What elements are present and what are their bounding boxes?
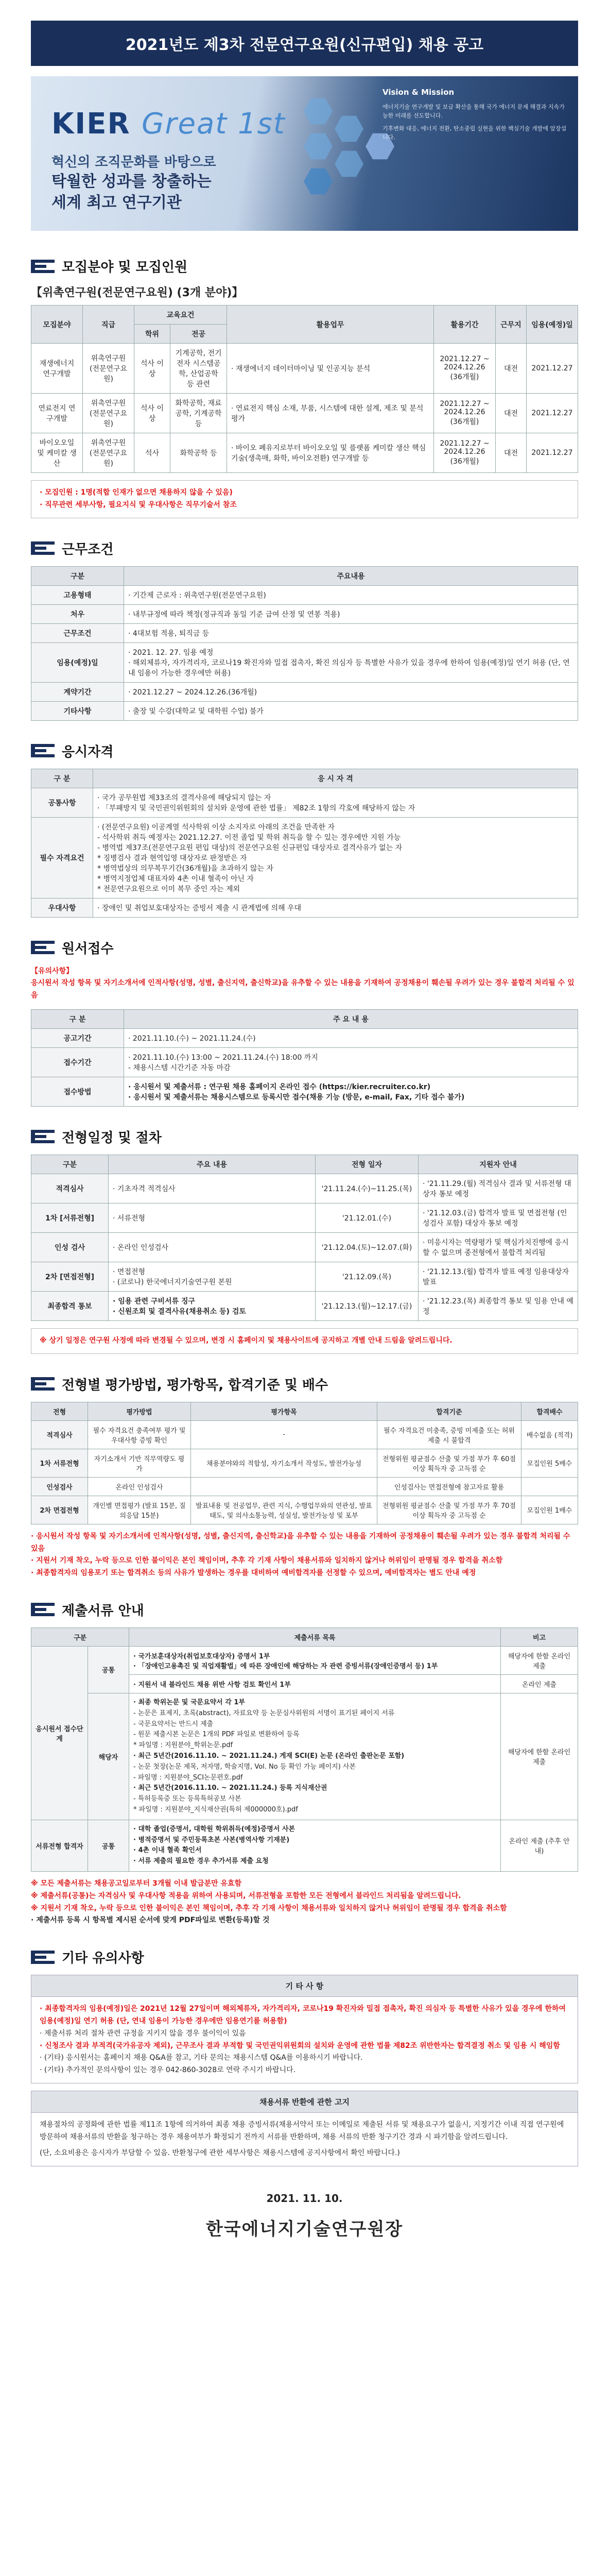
table-row: 해당자 · 최종 학위논문 및 국문요약서 각 1부 - 논문은 표제지, 초록(abstract), 자료요약 등 논문심사위원의 서명이 표기된 페이지 서류 - 국문요약서는 반드시 제출 - 원문 제출시본 논문은 1개의 PDF 파일로 변환하여 등록 * 파일명 : 지원분야_학위논문.pdf · 최근 5년간(2016.11.10. ~ 2021.11.24.) 게재 SCI(E) 논문 (온라인 출판논문 포함) - 논문 첫장(논문 제목, 저자명, 학술지명, Vol. No 등 확인 가능 페이지) 사본 - 파일명 : 지원분야_SCI논문편호.pdf · 최근 5년간(2016.11.10. ~ 2021.11.24.) 등록 지식재산권 - 특허등록증 또는 등록특허공보 사본 * 파일명 : 지원분야_지식재산권(특허 제000000호).pdf 해당자에 한함 온라인 제출 <box>31 1693 578 1820</box>
section-header-schedule: 전형일정 및 절차 <box>31 1127 578 1146</box>
table-row: 기타사항 · 출장 및 수강(대학교 및 대학원 수업) 불가 <box>31 701 578 720</box>
table-row: 2차 [면접전형] · 면접전형 · (코로나) 한국에너지기술연구원 본원 '21.12.09.(목) · '21.12.13.(월) 합격자 발표 예정 임용대상자 발표 <box>31 1262 578 1291</box>
table-row: 인성검사 온라인 인성검사 인성검사는 면접전형에 참고자료 활용 <box>31 1477 578 1496</box>
section-header-application: 원서접수 <box>31 938 578 957</box>
return-strip: 채용서류 반환에 관한 고지 <box>31 2091 578 2113</box>
table-row: 바이오오일 및 케미칼 생산 위촉연구원 (전문연구요원) 석사 화학공학 등 · 바이오 폐유지로부터 바이오오일 및 플랫폼 케미칼 생산 핵심기술(생촉매, 화학, 바이오전환) 연구개발 등 2021.12.27 ~ 2024.12.26 (36개월) 대전 2021.12.27 <box>31 433 578 473</box>
section-e-icon <box>31 1129 55 1144</box>
table-row: 최종합격 통보 · 임용 관련 구비서류 징구 · 신원조회 및 결격사유(채용취소 등) 검토 '21.12.13.(월)~12.17.(금) · '21.12.23.(목) 최종합격 통보 및 임용 안내 예정 <box>31 1291 578 1320</box>
recruit-notes: · 모집인원 : 1명(적합 인재가 없으면 채용하지 않을 수 있음) · 직무관련 세부사항, 필요지식 및 우대사항은 직무기술서 참조 <box>31 480 578 518</box>
table-row: 임용(예정)일 · 2021. 12. 27. 임용 예정 · 해외체류자, 자가격리자, 코로나19 확진자와 밀접 접촉자, 확진 의심자 등 특별한 사유가 있을 경우에 한하여 임용(예정)일 연기 허용 (단, 연내 임용이 가능한 경우에만 허용) <box>31 642 578 682</box>
table-row: 접수방법 · 응시원서 및 제출서류 : 연구원 채용 홈페이지 온라인 접수 (https://kier.recruiter.co.kr) · 응시원서 및 제출서류는 채용시스템으로 등록시만 접수(채용 기능 (방문, e-mail, Fax, 기타 접수 불가) <box>31 1077 578 1106</box>
section-e-icon <box>31 1602 55 1617</box>
section-e-icon <box>31 743 55 758</box>
section-e-icon <box>31 940 55 955</box>
documents-table: 구분 제출서류 목록 비고 응시원서 접수단계 공통 · 국가보훈대상자(취업보호대상자) 증명서 1부 · 「장애인고용촉진 및 직업재활법」에 따른 장애인에 해당하는 자 관련 증빙서류(장애인증명서 등) 1부 해당자에 한함 온라인 제출 · 지원서 내 블라인드 채용 위반 사항 검토 확인서 1부 온라인 제출 해당자 · 최종 학위논문 및 국문요약서 각 1부 - 논문은 표제지, 초록(abstract), 자료요약 등 논문심사위원의 서명이 표기된 페이지 서류 - 국문요약서는 반드시 제출 - 원문 제출시본 논문은 1개의 PDF 파일로 변환하여 등록 * 파일명 : 지원분야_학위논문.pdf · 최근 5년간(2016.11.10. ~ 2021.11.24.) 게재 SCI(E) 논문 (온라인 출판논문 포함) - 논문 첫장(논문 제목, 저자명, 학술지명, Vol. No 등 확인 가능 페이지) 사본 - 파일명 : 지원분야_SCI논문편호.pdf · 최근 5년간(2016.11.10. ~ 2021.11.24.) 등록 지식재산권 - 특허등록증 또는 등록특허공보 사본 * 파일명 : 지원분야_지식재산권(특허 제000000호).pdf 해당자에 한함 온라인 제출 서류전형 합격자 공통 · 대학 졸업(증명서, 대학원 학위취득(예정)증명서 사본 · 병적증명서 및 주민등록초본 사본(병역사항 기재분) · 4촌 이내 혈족 확인서 · 서류 제출의 필요한 경우 추가서류 제출 요청 온라인 제출 (추후 안내) <box>31 1628 578 1872</box>
section-header-conditions: 근무조건 <box>31 539 578 558</box>
table-row: 적격심사 필수 자격요건 충족여부 평가 및 우대사항 증빙 확인 - 필수 자격요건 미충족, 증빙 미제출 또는 허위 제출 시 불합격 배수없음 (적격) <box>31 1420 578 1449</box>
evaluation-table: 전형 평가방법 평가항목 합격기준 합격배수 적격심사 필수 자격요건 충족여부 평가 및 우대사항 증빙 확인 - 필수 자격요건 미충족, 증빙 미제출 또는 허위 제출 시 불합격 배수없음 (적격) 1차 서류전형 자기소개서 기반 직무역량도 평가 채용분야와의 적합성, 자기소개서 작성도, 발전가능성 전형위원 평균점수 산출 및 가점 부가 후 60점 이상 획득자 중 고득점 순 모집인원 5배수 인성검사 온라인 인성검사 인성검사는 면접전형에 참고자료 활용 2차 면접전형 개인별 면접평가 (발표 15분, 질의응답 15분) 발표내용 및 전공업무, 관련 지식, 수행업무와의 연관성, 발표태도, 및 의사소통능력, 성실성, 발전가능성 및 포부 전형위원 평균점수 산출 및 가점 부가 후 70점 이상 획득자 중 고득점 순 모집인원 1배수 <box>31 1402 578 1524</box>
hero-banner <box>31 76 578 231</box>
hero-tagline: 혁신의 조직문화를 바탕으로 탁월한 성과를 창출하는 세계 최고 연구기관 <box>51 155 216 212</box>
table-row: 우대사항 · 장애인 및 취업보호대상자는 증빙서 제출 시 관계법에 의해 우대 <box>31 898 578 917</box>
table-row: 적격심사 · 기초자격 적격심사 '21.11.24.(수)~11.25.(목) · '21.11.29.(월) 적격심사 결과 및 서류전형 대상자 통보 예정 <box>31 1174 578 1203</box>
section-e-icon <box>31 259 55 274</box>
table-row: 필수 자격요건 · (전문연구요원) 이공계열 석사학위 이상 소지자로 아래의 조건을 만족한 자 - 석사학위 취득 예정자는 2021.12.27. 이전 졸업 및 학위 취득을 할 수 있는 경우에만 지원 가능 - 병역법 제37조(전문연구요원 편입 대상)의 전문연구요원 신규편입 대상자로 결격사유가 없는 자 * 징병검사 결과 현역입영 대상자로 판정받은 자 * 병역법상의 의무복무기간(36개월)을 초과하지 않는 자 * 병역지정업체 대표자와 4촌 이내 혈족이 아닌 자 * 전문연구요원으로 이미 복무 중인 자는 제외 <box>31 817 578 898</box>
section-e-icon <box>31 1376 55 1392</box>
table-row: 접수기간 · 2021.11.10.(수) 13:00 ~ 2021.11.24.(수) 18:00 까지 - 채용시스템 시간기준 자동 마감 <box>31 1047 578 1077</box>
page-title: 2021년도 제3차 전문연구요원(신규편입) 채용 공고 <box>31 21 578 66</box>
hero-vision-box: Vision & Mission 에너지기술 연구개발 및 보급 확산을 통해 국가 에너지 문제 해결과 지속가능한 미래를 선도합니다. 기후변화 대응, 에너지 전환, 탄소중립 실현을 위한 핵심기술 개발에 앞장섭니다. <box>382 88 567 141</box>
recruit-table: 모집분야 직급 교육요건 활용업무 활용기간 근무지 임용(예정)일 학위 전공 재생에너지 연구개발 위촉연구원 (전문연구요원) 석사 이상 기계공학, 전기전자 시스템공학, 산업공학 등 관련 · 재생에너지 데이터마이닝 및 인공지능 분석 2021.12.27 ~ 2024.12.26 (36개월) 대전 2021.12.27 연료전지 연구개발 위촉연구원 (전문연구요원) 석사 이상 화학공학, 재료공학, 기계공학 등 · 연료전지 핵심 소재, 부품, 시스템에 대한 설계, 제조 및 분석평가 2021.12.27 ~ 2024.12.26 (36개월) 대전 2021.12.27 바이오오일 및 케미칼 생산 위촉연구원 (전문연구요원) 석사 화학공학 등 · 바이오 폐유지로부터 바이오오일 및 플랫폼 케미칼 생산 핵심기술(생촉매, 화학, 바이오전환) 연구개발 등 2021.12.27 ~ 2024.12.26 (36개월) 대전 2021.12.27 <box>31 305 578 473</box>
section-header-other: 기타 유의사항 <box>31 1947 578 1967</box>
table-row: 공고기간 · 2021.11.10.(수) ~ 2021.11.24.(수) <box>31 1028 578 1047</box>
documents-notes: ※ 모든 제출서류는 채용공고일로부터 3개월 이내 발급분만 유효함 ※ 제출서류(공통)는 자격심사 및 우대사항 적용을 위하여 사용되며, 서류전형을 포함한 모든 전형에서 블라인드 처리됨을 알려드립니다. ※ 지원서 기재 착오, 누락 등으로 인한 불이익은 본인 책임이며, 추후 각 기재 사항이 채용서류와 일치하지 않거나 허위임이 판명될 경우 합격을 취소함 · 제출서류 등록 시 항목별 제시된 순서에 맞게 PDF파일로 변환(등록)할 것 <box>31 1879 507 1925</box>
table-row: 계약기간 · 2021.12.27 ~ 2024.12.26.(36개월) <box>31 682 578 701</box>
table-row: 인성 검사 · 온라인 인성검사 '21.12.04.(토)~12.07.(화) · 미응시자는 역량평가 및 핵심가치진행에 응시할 수 없으며 종전형에서 불합격 처리됨 <box>31 1232 578 1262</box>
table-row: · 지원서 내 블라인드 채용 위반 사항 검토 확인서 1부 온라인 제출 <box>31 1674 578 1693</box>
application-warning: 응시원서 작성 항목 및 자기소개서에 인적사항(성명, 성별, 출신지역, 출신학교)을 유추할 수 있는 내용을 기재하여 공정채용이 훼손될 우려가 있는 경우 불합격 처리될 수 있음 <box>31 979 575 1000</box>
table-row: 응시원서 접수단계 공통 · 국가보훈대상자(취업보호대상자) 증명서 1부 · 「장애인고용촉진 및 직업재활법」에 따른 장애인에 해당하는 자 관련 증빙서류(장애인증명서 등) 1부 해당자에 한함 온라인 제출 <box>31 1646 578 1674</box>
evaluation-notes: · 응시원서 작성 항목 및 자기소개서에 인적사항(성명, 성별, 출신지역, 출신학교)을 유추할 수 있는 내용을 기재하여 공정채용이 훼손될 우려가 있는 경우 불합격 처리될 수 있음 · 지원서 기재 착오, 누락 등으로 인한 불이익은 본인 책임이며, 추후 각 기재 사항이 채용서류와 일치하지 않거나 허위임이 판명될 경우 합격을 취소함 · 최종합격자의 임용포기 또는 합격취소 등의 사유가 발생하는 경우를 대비하여 예비합격자를 선정할 수 있으며, 예비합격자는 별도 안내 예정 <box>31 1532 570 1578</box>
application-warning-head: 【유의사항】 <box>31 967 74 975</box>
other-notes: · 최종합격자의 임용(예정)일은 2021년 12월 27일이며 해외체류자, 자가격리자, 코로나19 확진자와 밀접 접촉자, 확진 의심자 등 특별한 사유가 있을 경우에 한하여 임용(예정)일 연기 허용 (단, 연내 임용이 가능한 경우에만 임용연기를 허용함) · 제출서류 처리 절차 관련 규정을 지키지 않을 경우 불이익이 있음 · 신청조사 결과 부적격(국가유공자 제외), 근무조사 결과 부적합 및 국민권익위원회의 설치와 운영에 관한 법률 제82조 위반한자는 합격결정 취소 및 임용 시 해임함 · (기타) 응시원서는 홈페이지 채용 Q&A를 참고, 기타 문의는 채용시스템 Q&A를 이용하시기 바랍니다. · (기타) 추가적인 문의사항이 있는 경우 042-860-3028로 연락 주시기 바랍니다. <box>31 1997 578 2083</box>
table-row: 재생에너지 연구개발 위촉연구원 (전문연구요원) 석사 이상 기계공학, 전기전자 시스템공학, 산업공학 등 관련 · 재생에너지 데이터마이닝 및 인공지능 분석 2021.12.27 ~ 2024.12.26 (36개월) 대전 2021.12.27 <box>31 344 578 394</box>
table-row: 서류전형 합격자 공통 · 대학 졸업(증명서, 대학원 학위취득(예정)증명서 사본 · 병적증명서 및 주민등록초본 사본(병역사항 기재분) · 4촌 이내 혈족 확인서 · 서류 제출의 필요한 경우 추가서류 제출 요청 온라인 제출 (추후 안내) <box>31 1820 578 1871</box>
table-row: 처우 · 내부규정에 따라 책정(정규직과 동일 기준 급여 산정 및 연봉 적용) <box>31 604 578 623</box>
schedule-table: 구분 주요 내용 전형 일자 지원자 안내 적격심사 · 기초자격 적격심사 '21.11.24.(수)~11.25.(목) · '21.11.29.(월) 적격심사 결과 및 서류전형 대상자 통보 예정 1차 [서류전형] · 서류전형 '21.12.01.(수) · '21.12.03.(금) 합격자 발표 및 면접전형 (인성검사 포함) 대상자 통보 예정 인성 검사 · 온라인 인성검사 '21.12.04.(토)~12.07.(화) · 미응시자는 역량평가 및 핵심가치진행에 응시할 수 없으며 종전형에서 불합격 처리됨 2차 [면접전형] · 면접전형 · (코로나) 한국에너지기술연구원 본원 '21.12.09.(목) · '21.12.13.(월) 합격자 발표 예정 임용대상자 발표 최종합격 통보 · 임용 관련 구비서류 징구 · 신원조회 및 결격사유(채용취소 등) 검토 '21.12.13.(월)~12.17.(금) · '21.12.23.(목) 최종합격 통보 및 임용 안내 예정 <box>31 1155 578 1321</box>
table-row: 근무조건 · 4대보험 적용, 퇴직금 등 <box>31 623 578 642</box>
table-row: 연료전지 연구개발 위촉연구원 (전문연구요원) 석사 이상 화학공학, 재료공학, 기계공학 등 · 연료전지 핵심 소재, 부품, 시스템에 대한 설계, 제조 및 분석평가 2021.12.27 ~ 2024.12.26 (36개월) 대전 2021.12.27 <box>31 394 578 433</box>
table-row: 2차 면접전형 개인별 면접평가 (발표 15분, 질의응답 15분) 발표내용 및 전공업무, 관련 지식, 수행업무와의 연관성, 발표태도, 및 의사소통능력, 성실성, 발전가능성 및 포부 전형위원 평균점수 산출 및 가점 부가 후 70점 이상 획득자 중 고득점 순 모집인원 1배수 <box>31 1496 578 1524</box>
section-header-documents: 제출서류 안내 <box>31 1600 578 1619</box>
qualification-table: 구 분 응 시 자 격 공통사항 · 국가 공무원법 제33조의 결격사유에 해당되지 않는 자 · 「부패방지 및 국민권익위원회의 설치와 운영에 관한 법률」 제82조 1항의 각호에 해당하지 않는 자 필수 자격요건 · (전문연구요원) 이공계열 석사학위 이상 소지자로 아래의 조건을 만족한 자 - 석사학위 취득 예정자는 2021.12.27. 이전 졸업 및 학위 취득을 할 수 있는 경우에만 지원 가능 - 병역법 제37조(전문연구요원 편입 대상)의 전문연구요원 신규편입 대상자로 결격사유가 없는 자 * 징병검사 결과 현역입영 대상자로 판정받은 자 * 병역법상의 의무복무기간(36개월)을 초과하지 않는 자 * 병역지정업체 대표자와 4촌 이내 혈족이 아닌 자 * 전문연구요원으로 이미 복무 중인 자는 제외 우대사항 · 장애인 및 취업보호대상자는 증빙서 제출 시 관계법에 의해 우대 <box>31 769 578 918</box>
notice-date: 2021. 11. 10. <box>266 2192 343 2205</box>
section-header-qualification: 응시자격 <box>31 741 578 760</box>
return-notice: 채용절차의 공정화에 관한 법률 제11조 1항에 의거하여 최종 채용 증빙서류(채용서약서 또는 이메일로 제출된 서류 및 채용요구가 없을시, 지정기간 이내 직접 연구원에 방문하여 채용서류의 반환을 청구하는 경우 채용여부가 확정되기 전까지 서류를 반환하며, 채용 서류의 반환 청구기간 경과 시 파기함을 알려드립니다. (단, 소요비용은 응시자가 부담할 수 있음. 반환청구에 관한 세부사항은 채용시스템에 공지사항에서 확인 바랍니다.) <box>31 2113 578 2166</box>
schedule-note: ※ 상기 일정은 연구원 사정에 따라 변경될 수 있으며, 변경 시 홈페이지 및 채용사이트에 공지하고 개별 안내 드림을 알려드립니다. <box>31 1328 578 1354</box>
organization-name: 한국에너지기술연구원장 <box>205 2219 404 2240</box>
recruit-subtitle: 【위촉연구원(전문연구요원) (3개 분야)】 <box>31 286 243 299</box>
application-table: 구 분 주 요 내 용 공고기간 · 2021.11.10.(수) ~ 2021.11.24.(수) 접수기간 · 2021.11.10.(수) 13:00 ~ 2021.11.24.(수) 18:00 까지 - 채용시스템 시간기준 자동 마감 접수방법 · 응시원서 및 제출서류 : 연구원 채용 홈페이지 온라인 접수 (https://kier.recruiter.co.kr) · 응시원서 및 제출서류는 채용시스템으로 등록시만 접수(채용 기능 (방문, e-mail, Fax, 기타 접수 불가) <box>31 1009 578 1107</box>
table-row: 고용형태 · 기간제 근로자 : 위촉연구원(전문연구요원) <box>31 585 578 604</box>
table-row: 1차 [서류전형] · 서류전형 '21.12.01.(수) · '21.12.03.(금) 합격자 발표 및 면접전형 (인성검사 포함) 대상자 통보 예정 <box>31 1203 578 1232</box>
section-e-icon <box>31 540 55 556</box>
section-header-recruit: 모집분야 및 모집인원 <box>31 257 578 276</box>
section-header-evaluation: 전형별 평가방법, 평가항목, 합격기준 및 배수 <box>31 1375 578 1394</box>
other-strip: 기 타 사 항 <box>31 1975 578 1997</box>
conditions-table: 구분 주요내용 고용형태 · 기간제 근로자 : 위촉연구원(전문연구요원) 처우 · 내부규정에 따라 책정(정규직과 동일 기준 급여 산정 및 연봉 적용) 근무조건 · 4대보험 적용, 퇴직금 등 임용(예정)일 · 2021. 12. 27. 임용 예정 · 해외체류자, 자가격리자, 코로나19 확진자와 밀접 접촉자, 확진 의심자 등 특별한 사유가 있을 경우에 한하여 임용(예정)일 연기 허용 (단, 연내 임용이 가능한 경우에만 허용) 계약기간 · 2021.12.27 ~ 2024.12.26.(36개월) 기타사항 · 출장 및 수강(대학교 및 대학원 수업) 불가 <box>31 566 578 721</box>
table-row: 공통사항 · 국가 공무원법 제33조의 결격사유에 해당되지 않는 자 · 「부패방지 및 국민권익위원회의 설치와 운영에 관한 법률」 제82조 1항의 각호에 해당하지 않는 자 <box>31 788 578 817</box>
kier-logo: KIER Great 1st <box>51 107 286 141</box>
table-row: 1차 서류전형 자기소개서 기반 직무역량도 평가 채용분야와의 적합성, 자기소개서 작성도, 발전가능성 전형위원 평균점수 산출 및 가점 부가 후 60점 이상 획득자 중 고득점 순 모집인원 5배수 <box>31 1449 578 1477</box>
section-e-icon <box>31 1950 55 1965</box>
